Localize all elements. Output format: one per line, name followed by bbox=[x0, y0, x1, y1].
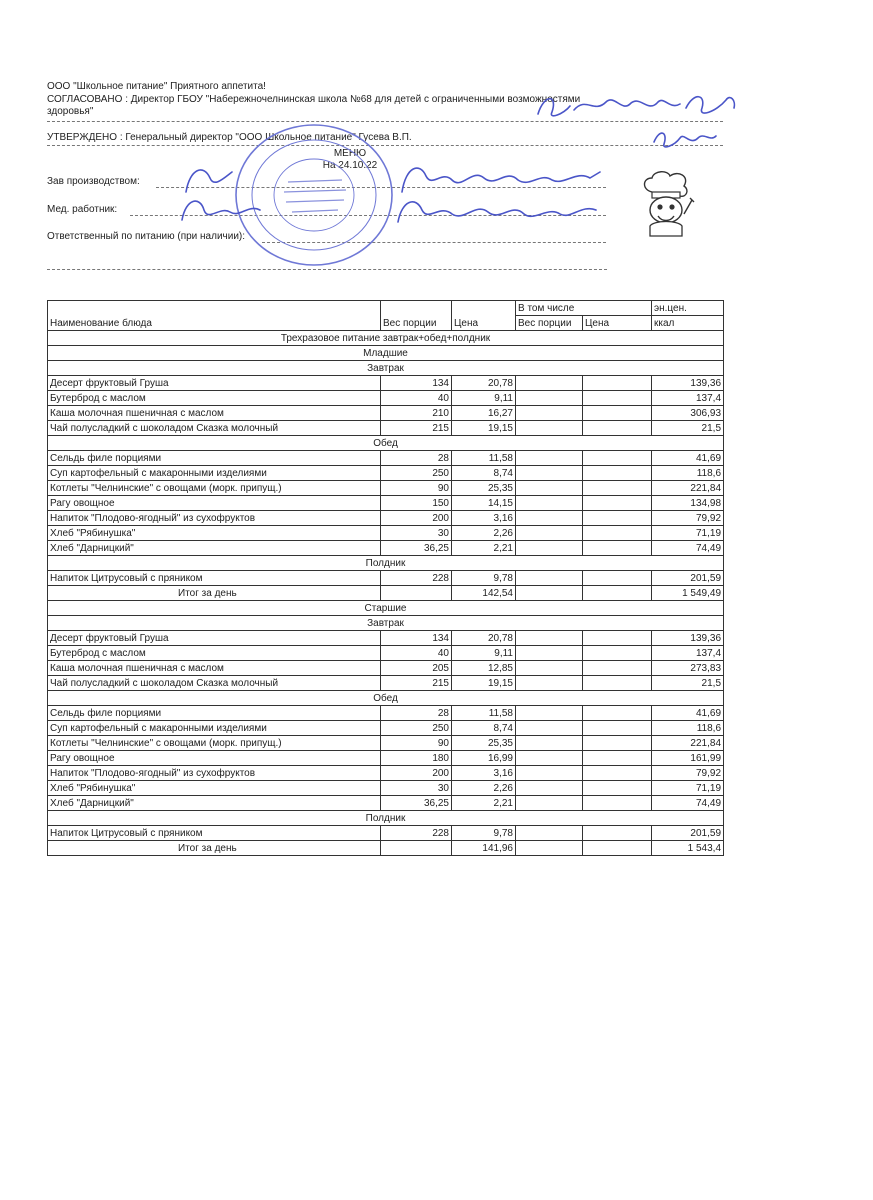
sub-weight-cell bbox=[516, 841, 583, 856]
weight-cell: 150 bbox=[381, 496, 452, 511]
dish-name-cell: Чай полусладкий с шоколадом Сказка молочный bbox=[48, 421, 381, 436]
sub-price-cell bbox=[583, 391, 652, 406]
price-cell: 19,15 bbox=[452, 676, 516, 691]
weight-cell: 228 bbox=[381, 571, 452, 586]
col-including-header: В том числе bbox=[516, 301, 652, 316]
weight-cell: 28 bbox=[381, 706, 452, 721]
section-row bbox=[48, 556, 724, 571]
weight-cell: 30 bbox=[381, 526, 452, 541]
sub-price-cell bbox=[583, 571, 652, 586]
dish-name-cell: Суп картофельный с макаронными изделиями bbox=[48, 721, 381, 736]
table-row bbox=[48, 721, 724, 736]
dish-name-cell: Десерт фруктовый Груша bbox=[48, 631, 381, 646]
energy-cell: 21,5 bbox=[652, 676, 724, 691]
table-row bbox=[48, 466, 724, 481]
weight-cell: 134 bbox=[381, 376, 452, 391]
table-row bbox=[48, 661, 724, 676]
weight-cell: 210 bbox=[381, 406, 452, 421]
col-name-header: Наименование блюда bbox=[48, 301, 381, 331]
col-sub-price-header: Цена bbox=[583, 316, 652, 331]
sub-weight-cell bbox=[516, 481, 583, 496]
total-energy-cell: 1 543,4 bbox=[652, 841, 724, 856]
energy-cell: 139,36 bbox=[652, 376, 724, 391]
table-row bbox=[48, 496, 724, 511]
energy-cell: 118,6 bbox=[652, 721, 724, 736]
sub-price-cell bbox=[583, 481, 652, 496]
table-row bbox=[48, 781, 724, 796]
sub-weight-cell bbox=[516, 496, 583, 511]
medic-label: Мед. работник: bbox=[47, 204, 118, 215]
col-energy-header: эн.цен. bbox=[652, 301, 724, 316]
sub-weight-cell bbox=[516, 676, 583, 691]
energy-cell: 137,4 bbox=[652, 391, 724, 406]
agreed-line-2: здоровья" bbox=[47, 106, 94, 117]
table-row bbox=[48, 391, 724, 406]
col-price-header: Цена bbox=[452, 301, 516, 331]
weight-cell: 180 bbox=[381, 751, 452, 766]
dish-name-cell: Хлеб "Дарницкий" bbox=[48, 541, 381, 556]
sub-weight-cell bbox=[516, 631, 583, 646]
energy-cell: 161,99 bbox=[652, 751, 724, 766]
table-row bbox=[48, 511, 724, 526]
dish-name-cell: Напиток "Плодово-ягодный" из сухофруктов bbox=[48, 766, 381, 781]
price-cell: 16,99 bbox=[452, 751, 516, 766]
price-cell: 2,21 bbox=[452, 541, 516, 556]
energy-cell: 137,4 bbox=[652, 646, 724, 661]
dish-name-cell: Напиток Цитрусовый с пряником bbox=[48, 826, 381, 841]
dish-name-cell: Десерт фруктовый Груша bbox=[48, 376, 381, 391]
sub-weight-cell bbox=[516, 661, 583, 676]
sub-price-cell bbox=[583, 706, 652, 721]
energy-cell: 41,69 bbox=[652, 451, 724, 466]
weight-cell: 90 bbox=[381, 736, 452, 751]
energy-cell: 201,59 bbox=[652, 826, 724, 841]
sub-weight-cell bbox=[516, 721, 583, 736]
price-cell: 2,21 bbox=[452, 796, 516, 811]
energy-cell: 273,83 bbox=[652, 661, 724, 676]
weight-cell: 205 bbox=[381, 661, 452, 676]
table-title: Трехразовое питание завтрак+обед+полдник bbox=[48, 331, 724, 346]
sub-price-cell bbox=[583, 766, 652, 781]
table-row bbox=[48, 676, 724, 691]
energy-cell: 41,69 bbox=[652, 706, 724, 721]
section-label: Завтрак bbox=[48, 616, 724, 631]
sub-price-cell bbox=[583, 841, 652, 856]
section-row bbox=[48, 346, 724, 361]
weight-cell: 250 bbox=[381, 721, 452, 736]
sub-price-cell bbox=[583, 466, 652, 481]
weight-cell: 40 bbox=[381, 391, 452, 406]
energy-cell: 21,5 bbox=[652, 421, 724, 436]
section-row bbox=[48, 601, 724, 616]
price-cell: 2,26 bbox=[452, 526, 516, 541]
total-row bbox=[48, 841, 724, 856]
energy-cell: 71,19 bbox=[652, 526, 724, 541]
section-label: Полдник bbox=[48, 811, 724, 826]
dish-name-cell: Котлеты "Челнинские" с овощами (морк. припущ.) bbox=[48, 481, 381, 496]
energy-cell: 118,6 bbox=[652, 466, 724, 481]
sub-weight-cell bbox=[516, 826, 583, 841]
price-cell: 9,11 bbox=[452, 646, 516, 661]
signature-agreed-icon bbox=[530, 84, 750, 124]
price-cell: 9,78 bbox=[452, 826, 516, 841]
dish-name-cell: Каша молочная пшеничная с маслом bbox=[48, 661, 381, 676]
table-row bbox=[48, 571, 724, 586]
total-weight-cell bbox=[381, 841, 452, 856]
dish-name-cell: Напиток Цитрусовый с пряником bbox=[48, 571, 381, 586]
total-label: Итог за день bbox=[48, 841, 381, 856]
menu-date: На 24.10.22 bbox=[322, 160, 378, 171]
section-label: Обед bbox=[48, 436, 724, 451]
price-cell: 20,78 bbox=[452, 376, 516, 391]
sub-weight-cell bbox=[516, 571, 583, 586]
sub-weight-cell bbox=[516, 586, 583, 601]
total-energy-cell: 1 549,49 bbox=[652, 586, 724, 601]
table-row bbox=[48, 706, 724, 721]
weight-cell: 28 bbox=[381, 451, 452, 466]
energy-cell: 306,93 bbox=[652, 406, 724, 421]
sub-weight-cell bbox=[516, 646, 583, 661]
energy-cell: 221,84 bbox=[652, 736, 724, 751]
section-row bbox=[48, 691, 724, 706]
dish-name-cell: Котлеты "Челнинские" с овощами (морк. припущ.) bbox=[48, 736, 381, 751]
weight-cell: 40 bbox=[381, 646, 452, 661]
weight-cell: 90 bbox=[381, 481, 452, 496]
energy-cell: 221,84 bbox=[652, 481, 724, 496]
production-label: Зав производством: bbox=[47, 176, 140, 187]
weight-cell: 30 bbox=[381, 781, 452, 796]
table-row bbox=[48, 751, 724, 766]
price-cell: 8,74 bbox=[452, 466, 516, 481]
dish-name-cell: Напиток "Плодово-ягодный" из сухофруктов bbox=[48, 511, 381, 526]
table-row bbox=[48, 421, 724, 436]
sub-price-cell bbox=[583, 736, 652, 751]
sub-weight-cell bbox=[516, 781, 583, 796]
price-cell: 2,26 bbox=[452, 781, 516, 796]
dish-name-cell: Бутерброд с маслом bbox=[48, 646, 381, 661]
energy-cell: 74,49 bbox=[652, 541, 724, 556]
total-row bbox=[48, 586, 724, 601]
table-row bbox=[48, 541, 724, 556]
agreed-line-1: СОГЛАСОВАНО : Директор ГБОУ "Набережночелнинская школа №68 для детей с ограниченными возможностями bbox=[47, 94, 581, 105]
sub-weight-cell bbox=[516, 541, 583, 556]
price-cell: 20,78 bbox=[452, 631, 516, 646]
sub-price-cell bbox=[583, 511, 652, 526]
price-cell: 8,74 bbox=[452, 721, 516, 736]
sub-price-cell bbox=[583, 406, 652, 421]
sub-weight-cell bbox=[516, 736, 583, 751]
energy-cell: 134,98 bbox=[652, 496, 724, 511]
weight-cell: 215 bbox=[381, 421, 452, 436]
section-label: Полдник bbox=[48, 556, 724, 571]
price-cell: 25,35 bbox=[452, 481, 516, 496]
total-weight-cell bbox=[381, 586, 452, 601]
sub-weight-cell bbox=[516, 391, 583, 406]
sub-weight-cell bbox=[516, 421, 583, 436]
sub-price-cell bbox=[583, 646, 652, 661]
section-row bbox=[48, 616, 724, 631]
table-row bbox=[48, 766, 724, 781]
chef-cartoon-icon bbox=[636, 170, 698, 238]
dish-name-cell: Хлеб "Рябинушка" bbox=[48, 526, 381, 541]
sub-price-cell bbox=[583, 796, 652, 811]
price-cell: 16,27 bbox=[452, 406, 516, 421]
sub-price-cell bbox=[583, 631, 652, 646]
sub-price-cell bbox=[583, 781, 652, 796]
dish-name-cell: Суп картофельный с макаронными изделиями bbox=[48, 466, 381, 481]
section-label: Обед bbox=[48, 691, 724, 706]
section-row bbox=[48, 811, 724, 826]
weight-cell: 215 bbox=[381, 676, 452, 691]
weight-cell: 200 bbox=[381, 766, 452, 781]
sub-price-cell bbox=[583, 586, 652, 601]
total-price-cell: 141,96 bbox=[452, 841, 516, 856]
dish-name-cell: Рагу овощное bbox=[48, 751, 381, 766]
price-cell: 3,16 bbox=[452, 766, 516, 781]
weight-cell: 36,25 bbox=[381, 796, 452, 811]
section-row bbox=[48, 361, 724, 376]
section-label: Завтрак bbox=[48, 361, 724, 376]
menu-table bbox=[47, 300, 724, 856]
sub-weight-cell bbox=[516, 406, 583, 421]
energy-cell: 139,36 bbox=[652, 631, 724, 646]
total-price-cell: 142,54 bbox=[452, 586, 516, 601]
sub-price-cell bbox=[583, 751, 652, 766]
dish-name-cell: Рагу овощное bbox=[48, 496, 381, 511]
sub-price-cell bbox=[583, 451, 652, 466]
price-cell: 9,78 bbox=[452, 571, 516, 586]
sub-price-cell bbox=[583, 376, 652, 391]
energy-cell: 79,92 bbox=[652, 766, 724, 781]
sub-weight-cell bbox=[516, 526, 583, 541]
menu-body bbox=[48, 346, 724, 856]
col-energy-unit-header: ккал bbox=[652, 316, 724, 331]
menu-title: МЕНЮ bbox=[333, 148, 367, 159]
price-cell: 12,85 bbox=[452, 661, 516, 676]
sub-weight-cell bbox=[516, 376, 583, 391]
weight-cell: 134 bbox=[381, 631, 452, 646]
dish-name-cell: Бутерброд с маслом bbox=[48, 391, 381, 406]
dish-name-cell: Хлеб "Рябинушка" bbox=[48, 781, 381, 796]
signature-medic-icon bbox=[178, 192, 608, 228]
section-row bbox=[48, 436, 724, 451]
dish-name-cell: Каша молочная пшеничная с маслом bbox=[48, 406, 381, 421]
price-cell: 14,15 bbox=[452, 496, 516, 511]
price-cell: 19,15 bbox=[452, 421, 516, 436]
sub-price-cell bbox=[583, 541, 652, 556]
dish-name-cell: Сельдь филе порциями bbox=[48, 451, 381, 466]
price-cell: 25,35 bbox=[452, 736, 516, 751]
signature-approved-icon bbox=[650, 124, 720, 152]
sub-price-cell bbox=[583, 676, 652, 691]
sub-weight-cell bbox=[516, 796, 583, 811]
energy-cell: 71,19 bbox=[652, 781, 724, 796]
sub-price-cell bbox=[583, 421, 652, 436]
section-label: Старшие bbox=[48, 601, 724, 616]
dish-name-cell: Чай полусладкий с шоколадом Сказка молочный bbox=[48, 676, 381, 691]
table-row bbox=[48, 736, 724, 751]
sub-price-cell bbox=[583, 661, 652, 676]
total-label: Итог за день bbox=[48, 586, 381, 601]
sub-weight-cell bbox=[516, 511, 583, 526]
price-cell: 11,58 bbox=[452, 451, 516, 466]
table-row bbox=[48, 631, 724, 646]
sub-weight-cell bbox=[516, 451, 583, 466]
section-label: Младшие bbox=[48, 346, 724, 361]
sub-price-cell bbox=[583, 496, 652, 511]
weight-cell: 36,25 bbox=[381, 541, 452, 556]
price-cell: 9,11 bbox=[452, 391, 516, 406]
sub-price-cell bbox=[583, 826, 652, 841]
approved-line: УТВЕРЖДЕНО : Генеральный директор "ООО Школьное питание" Гусева В.П. bbox=[47, 132, 412, 143]
sub-weight-cell bbox=[516, 751, 583, 766]
table-row bbox=[48, 451, 724, 466]
table-row bbox=[48, 646, 724, 661]
table-row bbox=[48, 826, 724, 841]
table-row bbox=[48, 481, 724, 496]
company-line: ООО "Школьное питание" Приятного аппетита! bbox=[47, 81, 266, 92]
dish-name-cell: Сельдь филе порциями bbox=[48, 706, 381, 721]
col-weight-header: Вес порции bbox=[381, 301, 452, 331]
dish-name-cell: Хлеб "Дарницкий" bbox=[48, 796, 381, 811]
weight-cell: 250 bbox=[381, 466, 452, 481]
table-row bbox=[48, 526, 724, 541]
sub-weight-cell bbox=[516, 706, 583, 721]
sub-weight-cell bbox=[516, 466, 583, 481]
table-row bbox=[48, 406, 724, 421]
energy-cell: 201,59 bbox=[652, 571, 724, 586]
price-cell: 3,16 bbox=[452, 511, 516, 526]
sub-price-cell bbox=[583, 526, 652, 541]
col-sub-weight-header: Вес порции bbox=[516, 316, 583, 331]
sub-price-cell bbox=[583, 721, 652, 736]
sub-weight-cell bbox=[516, 766, 583, 781]
responsible-label: Ответственный по питанию (при наличии): bbox=[47, 231, 246, 242]
weight-cell: 200 bbox=[381, 511, 452, 526]
price-cell: 11,58 bbox=[452, 706, 516, 721]
table-row bbox=[48, 376, 724, 391]
table-row bbox=[48, 796, 724, 811]
energy-cell: 74,49 bbox=[652, 796, 724, 811]
weight-cell: 228 bbox=[381, 826, 452, 841]
energy-cell: 79,92 bbox=[652, 511, 724, 526]
